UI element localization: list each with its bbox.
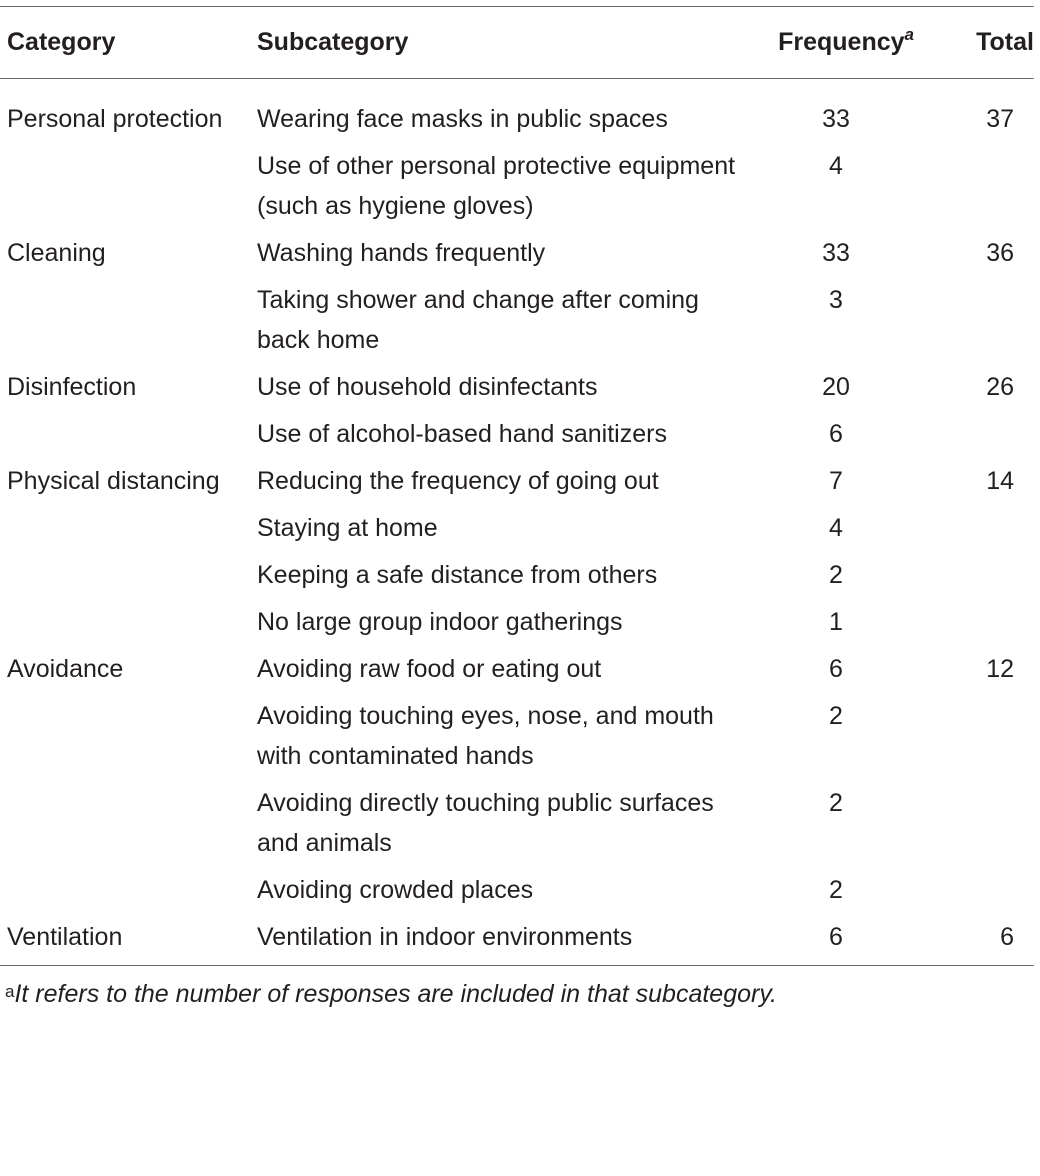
cell-total: 6 [932, 911, 1034, 966]
cell-total [932, 549, 1034, 596]
table-footnote [0, 976, 1034, 1012]
cell-category: Physical distancing [7, 467, 220, 495]
cell-frequency: 3 [829, 286, 843, 314]
cell-subcategory: Taking shower and change after coming back home [257, 286, 699, 354]
header-subcategory: Subcategory [250, 7, 740, 79]
cell-frequency: 2 [829, 561, 843, 589]
cell-total: 36 [986, 239, 1014, 267]
table-row [0, 502, 1034, 549]
cell-frequency: 33 [822, 105, 850, 133]
cell-category: Cleaning [7, 239, 106, 267]
header-frequency-footnote-mark: a [904, 25, 914, 44]
cell-subcategory: Reducing the frequency of going out [257, 467, 659, 495]
table-body [0, 79, 1034, 966]
table-row [0, 79, 1034, 141]
data-table [0, 7, 1034, 966]
cell-total: 12 [986, 655, 1014, 683]
cell-subcategory: Avoiding crowded places [257, 876, 534, 904]
cell-category [0, 549, 250, 596]
cell-category: Disinfection [7, 373, 137, 401]
table-row [0, 911, 1034, 966]
header-total: Total [932, 7, 1034, 79]
cell-subcategory: Wearing face masks in public spaces [257, 105, 668, 133]
cell-category [0, 408, 250, 455]
table-row [0, 361, 1034, 408]
cell-subcategory: Avoiding raw food or eating out [257, 655, 602, 683]
cell-frequency: 4 [829, 514, 843, 542]
cell-subcategory: Ventilation in indoor environments [250, 911, 740, 966]
cell-category: Avoidance [7, 655, 124, 683]
table-row [0, 643, 1034, 690]
cell-subcategory: Staying at home [257, 514, 438, 542]
cell-category [0, 690, 250, 777]
table-row [0, 455, 1034, 502]
cell-total [932, 690, 1034, 777]
cell-category: Personal protection [7, 105, 223, 133]
table-row [0, 227, 1034, 274]
data-table-container [0, 6, 1034, 1012]
table-row [0, 777, 1034, 864]
cell-total: 37 [986, 105, 1014, 133]
table-row [0, 596, 1034, 643]
cell-total [932, 777, 1034, 864]
cell-subcategory: Washing hands frequently [257, 239, 546, 267]
cell-subcategory: Avoiding directly touching public surfaces and animals [257, 789, 714, 857]
cell-total [932, 274, 1034, 361]
cell-total [932, 140, 1034, 227]
cell-category [0, 777, 250, 864]
cell-category [0, 274, 250, 361]
cell-subcategory: No large group indoor gatherings [257, 608, 623, 636]
table-row [0, 140, 1034, 227]
table-row [0, 274, 1034, 361]
cell-frequency: 20 [822, 373, 850, 401]
cell-subcategory: Use of household disinfectants [257, 373, 598, 401]
footnote-mark: a [5, 982, 15, 1001]
cell-total [932, 596, 1034, 643]
cell-frequency: 2 [829, 702, 843, 730]
cell-frequency: 2 [829, 789, 843, 817]
cell-subcategory: Use of alcohol-based hand sanitizers [257, 420, 667, 448]
cell-category [0, 140, 250, 227]
cell-total [932, 502, 1034, 549]
header-category: Category [0, 7, 250, 79]
cell-subcategory: Use of other personal protective equipment (such as hygiene gloves) [257, 152, 736, 220]
cell-frequency: 1 [829, 608, 843, 636]
header-row [0, 7, 1034, 79]
cell-frequency: 6 [740, 911, 932, 966]
cell-frequency: 4 [829, 152, 843, 180]
table-row [0, 408, 1034, 455]
footnote-text: It refers to the number of responses are included in that subcategory. [14, 980, 777, 1008]
cell-category [0, 596, 250, 643]
cell-frequency: 6 [829, 655, 843, 683]
cell-category: Ventilation [0, 911, 250, 966]
cell-subcategory: Keeping a safe distance from others [257, 561, 658, 589]
cell-subcategory: Avoiding touching eyes, nose, and mouth with contaminated hands [257, 702, 714, 770]
cell-category [0, 502, 250, 549]
cell-frequency: 6 [829, 420, 843, 448]
table-row [0, 690, 1034, 777]
cell-total: 14 [986, 467, 1014, 495]
cell-frequency: 33 [822, 239, 850, 267]
cell-frequency: 2 [829, 876, 843, 904]
cell-category [0, 864, 250, 911]
header-frequency-label: Frequency [778, 28, 905, 56]
header-frequency [740, 7, 932, 79]
cell-frequency: 7 [829, 467, 843, 495]
cell-total: 26 [986, 373, 1014, 401]
cell-total [932, 408, 1034, 455]
table-row [0, 864, 1034, 911]
table-row [0, 549, 1034, 596]
cell-total [932, 864, 1034, 911]
